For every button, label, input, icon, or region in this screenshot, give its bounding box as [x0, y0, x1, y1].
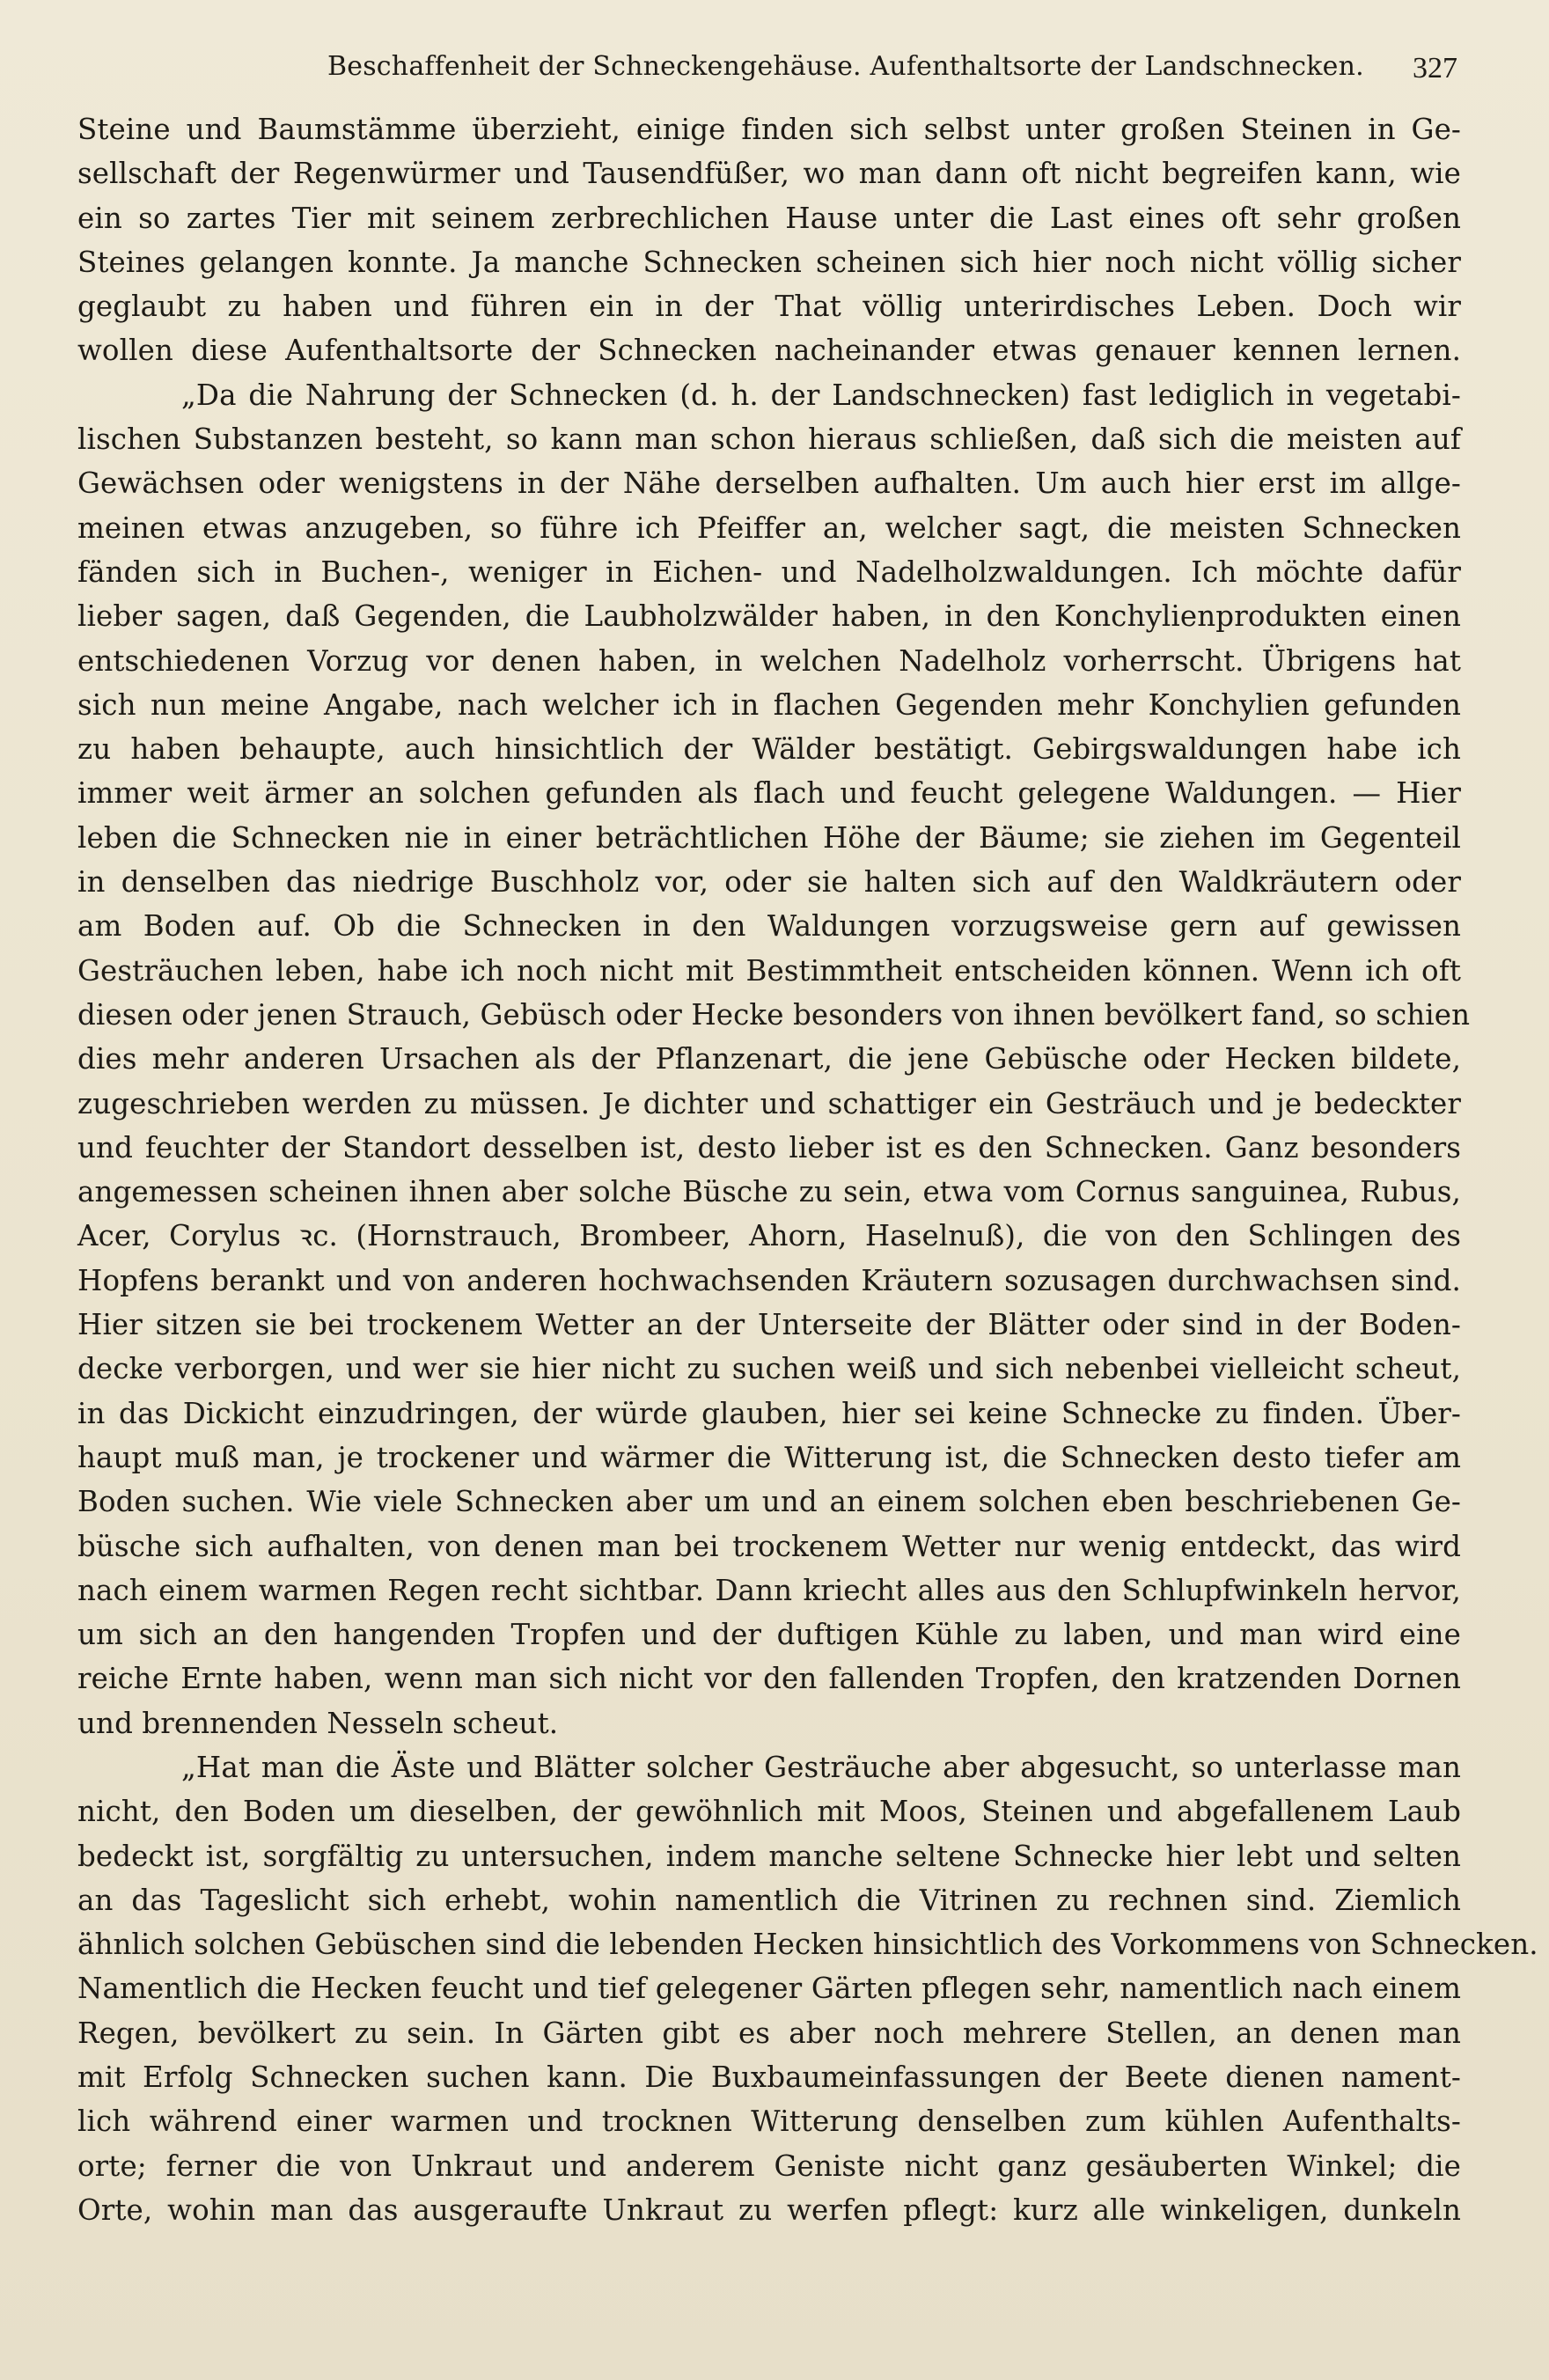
text-line: büsche sich aufhalten, von denen man bei trockenem Wetter nur wenig entdeckt, das wird: [77, 1529, 1461, 1563]
text-line: Acer, Corylus ꝛc. (Hornstrauch, Brombeer, Ahorn, Haselnuß), die von den Schlingen des: [77, 1219, 1461, 1253]
running-title: Beschaffenheit der Schneckengehäuse. Aufenthaltsorte der Landschnecken.: [327, 51, 1364, 82]
text-line: meinen etwas anzugeben, so führe ich Pfeiffer an, welcher sagt, die meisten Schnecken: [77, 511, 1461, 545]
text-line: entschiedenen Vorzug vor denen haben, in welchen Nadelholz vorherrscht. Übrigens hat: [77, 643, 1461, 678]
text-line: angemessen scheinen ihnen aber solche Büsche zu sein, etwa vom Cornus sanguinea, Rubus,: [77, 1175, 1461, 1209]
text-line: wollen diese Aufenthaltsorte der Schnecken nacheinander etwas genauer kennen lernen.: [77, 334, 1461, 368]
text-line: nicht, den Boden um dieselben, der gewöhnlich mit Moos, Steinen und abgefallenem Laub: [77, 1795, 1461, 1829]
text-line: Steines gelangen konnte. Ja manche Schnecken scheinen sich hier noch nicht völlig sicher: [77, 245, 1461, 279]
text-line: immer weit ärmer an solchen gefunden als flach und feucht gelegene Waldungen. — Hier: [77, 776, 1461, 811]
text-line: diesen oder jenen Strauch, Gebüsch oder Hecke besonders von ihnen bevölkert fand, so schien: [77, 997, 1471, 1032]
text-line: mit Erfolg Schnecken suchen kann. Die Buxbaumeinfassungen der Beete dienen nament-: [77, 2060, 1461, 2095]
paragraph-first-line: „Da die Nahrung der Schnecken (d. h. der Landschnecken) fast lediglich in vegetabi-: [181, 378, 1461, 412]
text-line: leben die Schnecken nie in einer beträchtlichen Höhe der Bäume; sie ziehen im Gegenteil: [77, 820, 1461, 855]
text-line: orte; ferner die von Unkraut und anderem Geniste nicht ganz gesäuberten Winkel; die: [77, 2149, 1461, 2183]
page-number: 327: [1413, 52, 1457, 84]
text-line: ähnlich solchen Gebüschen sind die lebenden Hecken hinsichtlich des Vorkommens von Schnecken.: [77, 1928, 1538, 1962]
text-line: geglaubt zu haben und führen ein in der That völlig unterirdisches Leben. Doch wir: [77, 290, 1461, 324]
text-line: um sich an den hangenden Tropfen und der duftigen Kühle zu laben, und man wird eine: [77, 1618, 1461, 1652]
text-line: decke verborgen, und wer sie hier nicht zu suchen weiß und sich nebenbei vielleicht scheut,: [77, 1352, 1461, 1386]
text-line: in denselben das niedrige Buschholz vor, oder sie halten sich auf den Waldkräutern oder: [77, 865, 1461, 900]
text-line: zu haben behaupte, auch hinsichtlich der Wälder bestätigt. Gebirgswaldungen habe ich: [77, 732, 1461, 767]
running-header: [0, 42, 1549, 92]
text-line: haupt muß man, je trockener und wärmer die Witterung ist, die Schnecken desto tiefer am: [77, 1440, 1461, 1474]
text-line: dies mehr anderen Ursachen als der Pflanzenart, die jene Gebüsche oder Hecken bildete,: [77, 1042, 1461, 1076]
text-line: Orte, wohin man das ausgeraufte Unkraut zu werfen pflegt: kurz alle winkeligen, dunkeln: [77, 2193, 1461, 2227]
text-line: lieber sagen, daß Gegenden, die Laubholzwälder haben, in den Konchylienprodukten einen: [77, 599, 1461, 634]
text-line: Hopfens berankt und von anderen hochwachsenden Kräutern sozusagen durchwachsen sind.: [77, 1263, 1461, 1297]
paragraph-last-line: und brennenden Nesseln scheut.: [77, 1706, 559, 1740]
text-line: nach einem warmen Regen recht sichtbar. Dann kriecht alles aus den Schlupfwinkeln hervor,: [77, 1573, 1461, 1607]
text-line: ein so zartes Tier mit seinem zerbrechlichen Hause unter die Last eines oft sehr großen: [77, 201, 1461, 235]
text-line: sellschaft der Regenwürmer und Tausendfüßer, wo man dann oft nicht begreifen kann, wie: [77, 157, 1461, 191]
text-line: Gesträuchen leben, habe ich noch nicht mit Bestimmtheit entscheiden können. Wenn ich oft: [77, 953, 1461, 988]
paragraph-first-line: „Hat man die Äste und Blätter solcher Gesträuche aber abgesucht, so unterlasse man: [181, 1750, 1461, 1784]
text-line: Steine und Baumstämme überzieht, einige finden sich selbst unter großen Steinen in Ge-: [77, 113, 1461, 146]
text-line: Namentlich die Hecken feucht und tief gelegener Gärten pflegen sehr, namentlich nach einem: [77, 1972, 1461, 2006]
body-text: [77, 107, 1538, 2232]
text-line: lischen Substanzen besteht, so kann man schon hieraus schließen, daß sich die meisten auf: [77, 422, 1461, 457]
text-line: in das Dickicht einzudringen, der würde glauben, hier sei keine Schnecke zu finden. Über-: [77, 1396, 1461, 1430]
text-line: lich während einer warmen und trocknen Witterung denselben zum kühlen Aufenthalts-: [77, 2105, 1461, 2139]
text-line: und feuchter der Standort desselben ist, desto lieber ist es den Schnecken. Ganz besonders: [77, 1130, 1461, 1164]
text-line: Hier sitzen sie bei trockenem Wetter an der Unterseite der Blätter oder sind in der Boden-: [77, 1308, 1461, 1342]
text-line: an das Tageslicht sich erhebt, wohin namentlich die Vitrinen zu rechnen sind. Ziemlich: [77, 1883, 1461, 1917]
text-line: Boden suchen. Wie viele Schnecken aber um und an einem solchen eben beschriebenen Ge-: [77, 1485, 1461, 1519]
text-line: sich nun meine Angabe, nach welcher ich in flachen Gegenden mehr Konchylien gefunden: [77, 687, 1461, 722]
text-line: bedeckt ist, sorgfältig zu untersuchen, indem manche seltene Schnecke hier lebt und selten: [77, 1839, 1461, 1873]
text-line: Gewächsen oder wenigstens in der Nähe derselben aufhalten. Um auch hier erst im allge-: [77, 466, 1461, 501]
text-line: zugeschrieben werden zu müssen. Je dichter und schattiger ein Gesträuch und je bedeckter: [77, 1086, 1461, 1120]
text-line: am Boden auf. Ob die Schnecken in den Waldungen vorzugsweise gern auf gewissen: [77, 909, 1461, 944]
text-line: Regen, bevölkert zu sein. In Gärten gibt es aber noch mehrere Stellen, an denen man: [77, 2016, 1461, 2050]
text-line: fänden sich in Buchen-, weniger in Eichen- und Nadelholzwaldungen. Ich möchte dafür: [77, 555, 1461, 589]
text-line: reiche Ernte haben, wenn man sich nicht vor den fallenden Tropfen, den kratzenden Dornen: [77, 1662, 1461, 1696]
